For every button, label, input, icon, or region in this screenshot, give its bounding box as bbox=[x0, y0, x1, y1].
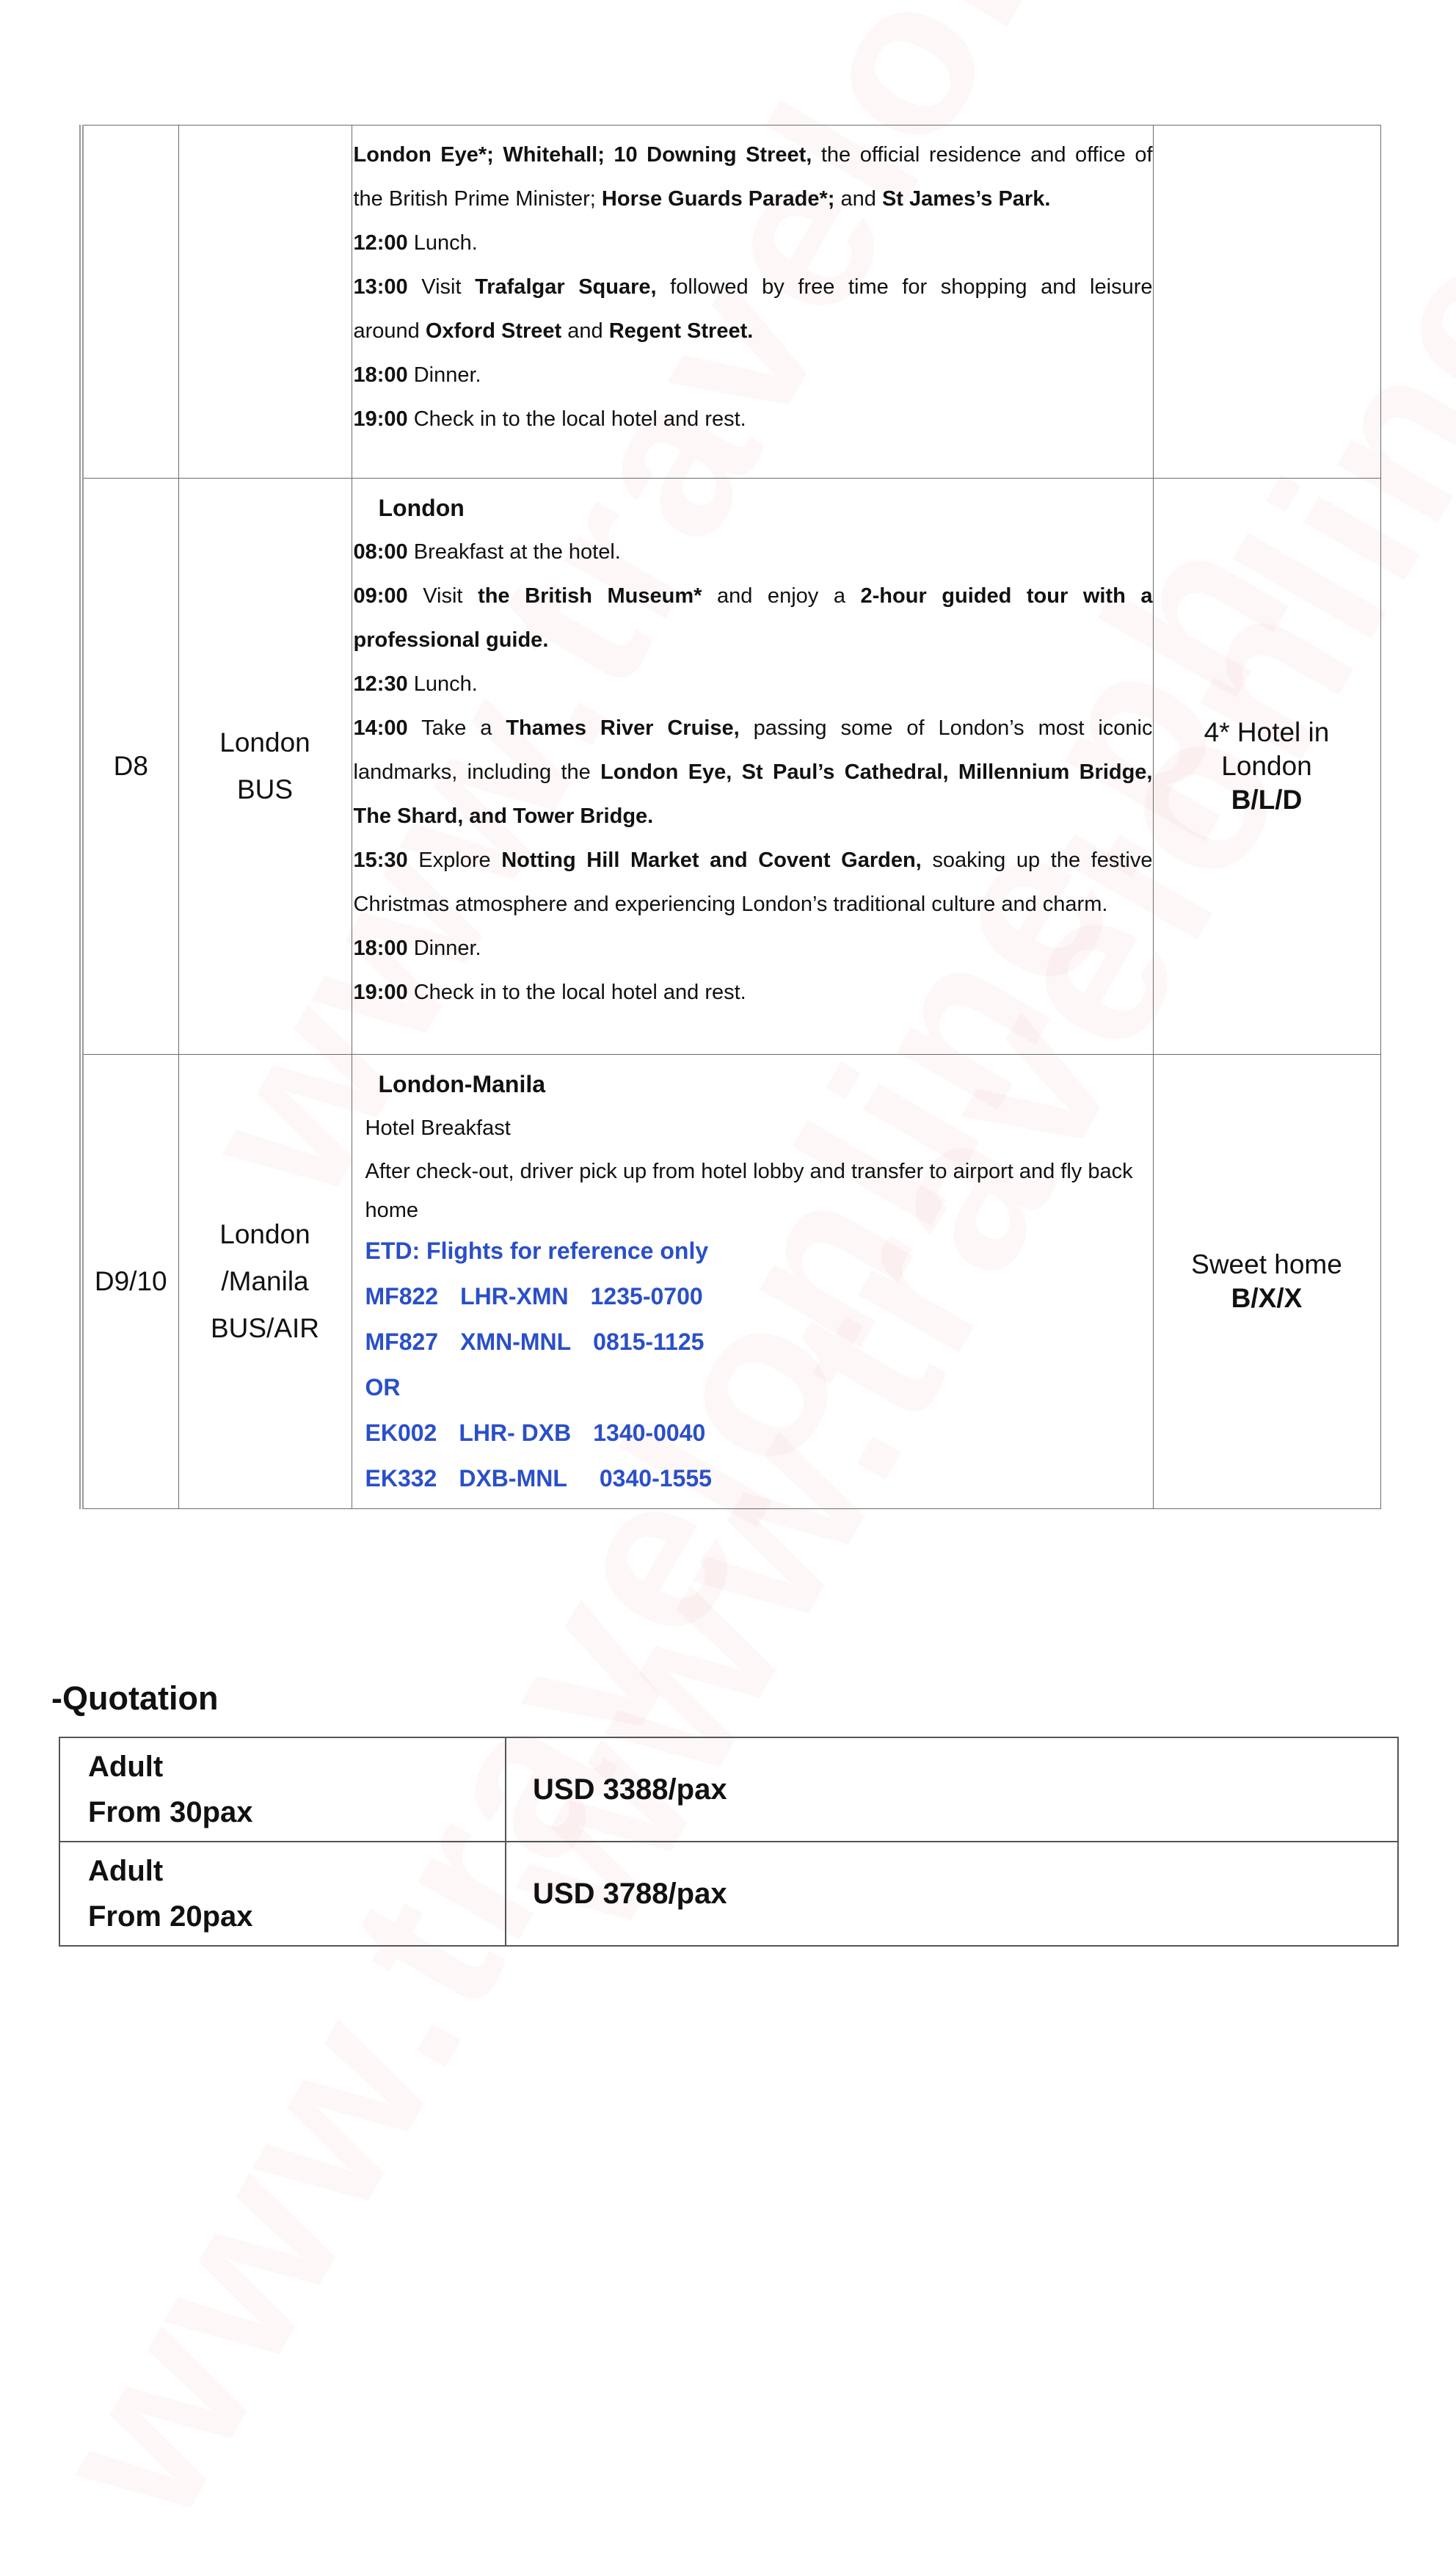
itinerary-row-continued bbox=[81, 126, 1380, 479]
day-label: D8 bbox=[81, 479, 178, 1055]
body-text: Breakfast at the hotel. bbox=[407, 540, 621, 564]
meals-label: B/X/X bbox=[1231, 1283, 1303, 1313]
body-text: Dinner. bbox=[407, 937, 481, 960]
emphasis-text: Oxford Street bbox=[425, 319, 562, 343]
body-text: Check in to the local hotel and rest. bbox=[407, 407, 746, 431]
schedule-line bbox=[354, 794, 1153, 838]
schedule-line bbox=[354, 133, 1153, 177]
hotel-cell bbox=[1153, 126, 1380, 479]
flight-code: EK002 bbox=[365, 1420, 437, 1446]
emphasis-text: London Eye, St Paul’s Cathedral, Millennium Bridge, bbox=[600, 760, 1153, 784]
location-heading: London-Manila bbox=[378, 1071, 546, 1097]
quotation-price: USD 3788/pax bbox=[506, 1842, 1398, 1946]
hotel-line: London bbox=[1221, 751, 1312, 781]
schedule-line bbox=[354, 750, 1153, 794]
quotation-title: -Quotation bbox=[51, 1679, 219, 1717]
body-text: Christmas atmosphere and experiencing London’s traditional culture and charm. bbox=[353, 893, 1108, 916]
quotation-row bbox=[59, 1737, 1398, 1842]
body-text: Take a bbox=[407, 716, 506, 740]
schedule-line bbox=[354, 618, 1153, 662]
schedule-line bbox=[354, 309, 1153, 353]
body-text: Visit bbox=[407, 275, 476, 299]
emphasis-text: The Shard, and Tower Bridge. bbox=[353, 804, 654, 828]
body-text: passing some of London’s most iconic bbox=[739, 716, 1153, 740]
emphasis-text: 2-hour guided tour with a bbox=[860, 584, 1153, 608]
emphasis-text: 19:00 bbox=[353, 407, 408, 431]
body-text: the British Prime Minister; bbox=[353, 187, 602, 211]
etd-note: ETD: Flights for reference only bbox=[365, 1238, 709, 1264]
emphasis-text: St James’s Park. bbox=[881, 187, 1051, 211]
hotel-cell bbox=[1153, 1055, 1380, 1509]
emphasis-text: 18:00 bbox=[353, 937, 408, 960]
body-text: Explore bbox=[407, 849, 502, 872]
flight-code: MF822 bbox=[365, 1283, 439, 1309]
flight-code: EK332 bbox=[365, 1465, 437, 1491]
flight-route: LHR-XMN bbox=[460, 1283, 569, 1309]
flight-route: DXB-MNL bbox=[459, 1465, 567, 1491]
schedule-line bbox=[354, 838, 1153, 882]
emphasis-text: the British Museum* bbox=[478, 584, 702, 608]
hotel-line: 4* Hotel in bbox=[1204, 717, 1330, 747]
pax-count: From 30pax bbox=[88, 1796, 253, 1828]
transport-line: London bbox=[219, 1219, 310, 1249]
body-text: followed by free time for shopping and leisure bbox=[656, 275, 1153, 299]
emphasis-text: 12:30 bbox=[353, 672, 408, 696]
transport-line: /Manila bbox=[221, 1266, 309, 1296]
schedule-line bbox=[354, 177, 1153, 221]
emphasis-text: 09:00 bbox=[353, 584, 408, 608]
schedule-line bbox=[354, 926, 1153, 970]
emphasis-text: Horse Guards Parade*; bbox=[601, 187, 835, 211]
emphasis-text: Regent Street. bbox=[608, 319, 754, 343]
emphasis-text: 08:00 bbox=[353, 540, 408, 564]
transfer-line: After check-out, driver pick up from hotel lobby and transfer to airport and fly back bbox=[365, 1160, 1133, 1183]
transport-cell bbox=[178, 1055, 352, 1509]
description-cell bbox=[352, 479, 1153, 1055]
transport-line: BUS bbox=[236, 774, 294, 804]
body-text: soaking up the festive bbox=[921, 849, 1153, 872]
quotation-price: USD 3388/pax bbox=[506, 1737, 1398, 1842]
emphasis-text: 18:00 bbox=[353, 363, 408, 387]
body-text: and bbox=[834, 187, 882, 211]
flight-time: 0340-1555 bbox=[599, 1465, 712, 1491]
emphasis-text: Notting Hill Market and Covent Garden, bbox=[501, 849, 922, 872]
pax-type: Adult bbox=[88, 1855, 164, 1887]
breakfast-line: Hotel Breakfast bbox=[365, 1116, 511, 1140]
or-label: OR bbox=[365, 1374, 401, 1400]
transport-line: London bbox=[219, 727, 310, 757]
emphasis-text: 12:00 bbox=[353, 231, 408, 255]
emphasis-text: 13:00 bbox=[353, 275, 408, 299]
emphasis-text: 19:00 bbox=[353, 981, 408, 1004]
body-text: Visit bbox=[407, 584, 478, 608]
schedule-line bbox=[354, 882, 1153, 926]
transport-cell bbox=[178, 126, 352, 479]
emphasis-text: 15:30 bbox=[353, 849, 408, 872]
transport-line: BUS/AIR bbox=[210, 1313, 320, 1343]
itinerary-row-d8 bbox=[81, 479, 1380, 1055]
hotel-line: Sweet home bbox=[1191, 1249, 1342, 1279]
body-text: Lunch. bbox=[407, 231, 478, 255]
hotel-cell bbox=[1153, 479, 1380, 1055]
schedule-line bbox=[354, 662, 1153, 706]
flight-route: XMN-MNL bbox=[460, 1329, 572, 1355]
body-text: the official residence and office of bbox=[812, 143, 1153, 167]
flight-code: MF827 bbox=[365, 1329, 439, 1355]
day-cell bbox=[81, 126, 178, 479]
transport-cell bbox=[178, 479, 352, 1055]
pax-type: Adult bbox=[88, 1751, 164, 1783]
flight-row bbox=[354, 1319, 1153, 1365]
schedule-line bbox=[354, 353, 1153, 397]
flight-time: 0815-1125 bbox=[593, 1329, 705, 1355]
schedule-line bbox=[354, 397, 1153, 441]
meals-label: B/L/D bbox=[1231, 785, 1303, 815]
flight-row bbox=[354, 1410, 1153, 1456]
description-cell bbox=[352, 1055, 1153, 1509]
body-text: Lunch. bbox=[407, 672, 478, 696]
flight-time: 1235-0700 bbox=[590, 1283, 703, 1309]
emphasis-text: 14:00 bbox=[353, 716, 408, 740]
itinerary-row-d9 bbox=[81, 1055, 1380, 1509]
emphasis-text: Trafalgar Square, bbox=[475, 275, 657, 299]
emphasis-text: Thames River Cruise, bbox=[506, 716, 740, 740]
emphasis-text: London Eye*; Whitehall; 10 Downing Street, bbox=[353, 143, 812, 167]
flight-row bbox=[354, 1456, 1153, 1501]
flight-route: LHR- DXB bbox=[459, 1420, 572, 1446]
description-cell bbox=[352, 126, 1153, 479]
schedule-line bbox=[354, 706, 1153, 750]
schedule-line bbox=[354, 530, 1153, 574]
body-text: Dinner. bbox=[407, 363, 481, 387]
day-label: D9/10 bbox=[81, 1055, 178, 1509]
body-text: and enjoy a bbox=[702, 584, 861, 608]
body-text: and bbox=[561, 319, 609, 343]
schedule-line bbox=[354, 970, 1153, 1014]
body-text: Check in to the local hotel and rest. bbox=[407, 981, 746, 1004]
location-heading: London bbox=[378, 495, 465, 521]
transfer-line: home bbox=[365, 1199, 419, 1222]
quotation-label bbox=[59, 1737, 506, 1842]
body-text: around bbox=[353, 319, 426, 343]
schedule-line bbox=[354, 574, 1153, 618]
itinerary-table bbox=[79, 125, 1381, 1509]
flight-row bbox=[354, 1273, 1153, 1319]
quotation-row bbox=[59, 1842, 1398, 1946]
schedule-line bbox=[354, 221, 1153, 265]
emphasis-text: professional guide. bbox=[353, 628, 549, 652]
body-text: landmarks, including the bbox=[353, 760, 601, 784]
quotation-table bbox=[59, 1737, 1399, 1947]
flight-time: 1340-0040 bbox=[593, 1420, 706, 1446]
pax-count: From 20pax bbox=[88, 1900, 253, 1933]
schedule-line bbox=[354, 265, 1153, 309]
quotation-label bbox=[59, 1842, 506, 1946]
